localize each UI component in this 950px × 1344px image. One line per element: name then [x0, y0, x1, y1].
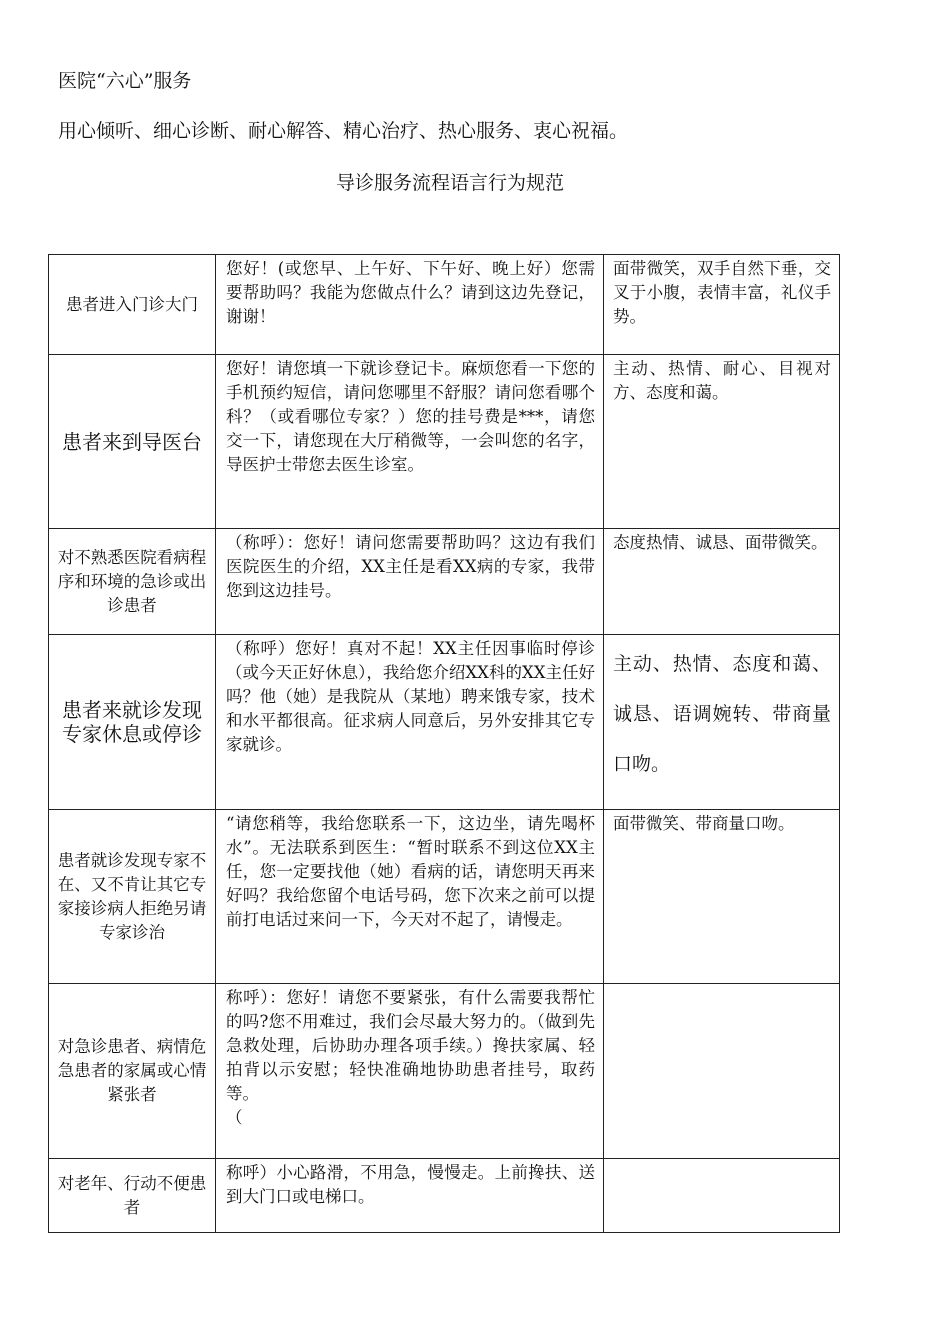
document-title: 导诊服务流程语言行为规范 [335, 172, 564, 194]
behavior-cell: 主动、热情、耐心、目视对方、态度和蔼。 [604, 355, 840, 529]
speech-cell: “请您稍等，我给您联系一下，这边坐，请先喝杯水”。无法联系到医生：“暂时联系不到这位XX主任，您一定要找他（她）看病的话，请您明天再来好吗？我给您留个电话号码，您下次来之前可以提前打电话过来问一下，今天对不起了，请慢走。 [216, 810, 604, 984]
speech-cell: 称呼）：您好！请您不要紧张，有什么需要我帮忙的吗?您不用难过，我们会尽最大努力的。（做到先急救处理，后协助办理各项手续。）搀扶家属、轻拍背以示安慰；轻快准确地协助患者挂号，取药等。 （ [216, 984, 604, 1159]
service-spec-table [48, 254, 840, 1233]
service-motto: 用心倾听、细心诊断、耐心解答、精心治疗、热心服务、衷心祝福。 [58, 120, 629, 142]
situation-cell: 对老年、行动不便患者 [49, 1159, 216, 1233]
speech-cell: 您好！请您填一下就诊登记卡。麻烦您看一下您的手机预约短信，请问您哪里不舒服？请问您看哪个科？（或看哪位专家？）您的挂号费是***，请您交一下，请您现在大厅稍微等，一会叫您的名字，导医护士带您去医生诊室。 [216, 355, 604, 529]
speech-cell: （称呼）您好！真对不起！XX主任因事临时停诊（或今天正好休息），我给您介绍XX科的XX主任好吗？他（她）是我院从（某地）聘来饿专家，技术和水平都很高。征求病人同意后，另外安排其它专家就诊。 [216, 635, 604, 810]
table-row [49, 810, 840, 984]
situation-cell: 患者就诊发现专家不在、又不肯让其它专家接诊病人拒绝另请专家诊治 [49, 810, 216, 984]
behavior-cell: 态度热情、诚恳、面带微笑。 [604, 529, 840, 635]
table-row [49, 1159, 840, 1233]
speech-cell: （称呼）：您好！请问您需要帮助吗？这边有我们医院医生的介绍，XX主任是看XX病的专家，我带您到这边挂号。 [216, 529, 604, 635]
table-row [49, 255, 840, 355]
situation-cell: 患者来就诊发现专家休息或停诊 [49, 635, 216, 810]
behavior-cell: 面带微笑、带商量口吻。 [604, 810, 840, 984]
behavior-cell [604, 1159, 840, 1233]
speech-cell: 称呼）小心路滑，不用急，慢慢走。上前搀扶、送到大门口或电梯口。 [216, 1159, 604, 1233]
situation-cell: 对不熟悉医院看病程序和环境的急诊或出诊患者 [49, 529, 216, 635]
speech-cell: 您好！(或您早、上午好、下午好、晚上好）您需要帮助吗？我能为您做点什么？请到这边先登记，谢谢！ [216, 255, 604, 355]
situation-cell: 患者进入门诊大门 [49, 255, 216, 355]
table-row [49, 529, 840, 635]
table-row [49, 984, 840, 1159]
situation-cell: 对急诊患者、病情危急患者的家属或心情紧张者 [49, 984, 216, 1159]
behavior-cell [604, 984, 840, 1159]
table-row [49, 355, 840, 529]
document-heading: 医院“六心”服务 [58, 70, 192, 92]
situation-cell: 患者来到导医台 [49, 355, 216, 529]
behavior-cell: 主动、热情、态度和蔼、诚恳、语调婉转、带商量口吻。 [604, 635, 840, 810]
behavior-cell: 面带微笑，双手自然下垂，交叉于小腹，表情丰富，礼仪手势。 [604, 255, 840, 355]
table-row [49, 635, 840, 810]
